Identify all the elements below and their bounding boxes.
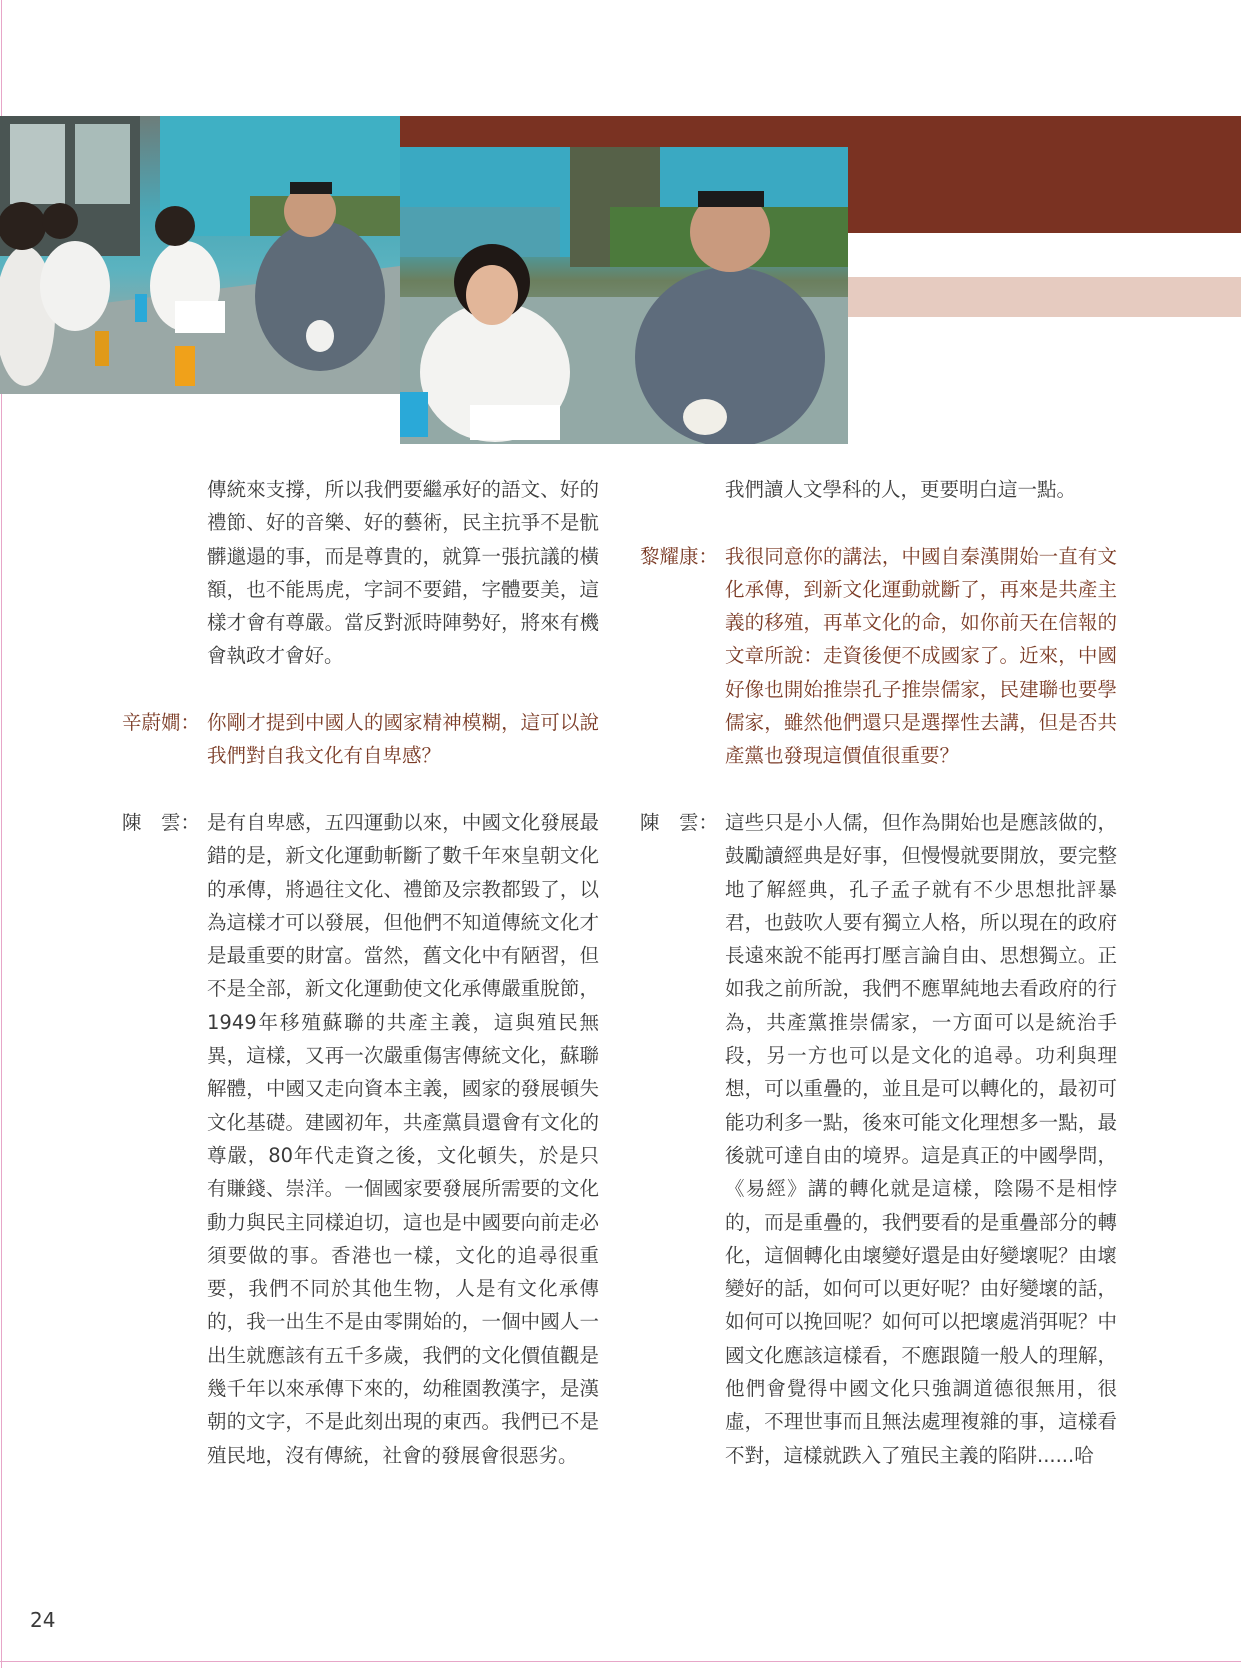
dialogue-text: 傳統來支撐，所以我們要繼承好的語文、好的禮節、好的音樂、好的藝術，民主抗爭不是骯髒邋遢的事，而是尊貴的，就算一張抗議的橫額，也不能馬虎，字詞不要錯，字體要美，這樣才會有尊嚴。當反對派時陣勢好，將來有機會執政才會好。 — [207, 478, 599, 668]
discussion-photo-group — [0, 116, 400, 394]
speaker-name — [122, 473, 207, 673]
dialogue-paragraph — [122, 473, 602, 673]
speaker-name: 陳 雲： — [640, 810, 719, 834]
left-column — [122, 473, 602, 1472]
dialogue-text: 我很同意你的講法，中國自秦漢開始一直有文化承傳，到新文化運動就斷了，再來是共產主義的移殖，再革文化的命，如你前天在信報的文章所說：走資後便不成國家了。近來，中國好像也開始推崇孔子推崇儒家，民建聯也要學儒家，雖然他們還只是選擇性去講，但是否共產黨也發現這價值很重要？ — [725, 544, 1117, 768]
speaker-name: 辛蔚嫺： — [122, 711, 201, 735]
page-edge-bottom — [0, 1661, 1241, 1662]
dialogue-text: 你剛才提到中國人的國家精神模糊，這可以說我們對自我文化有自卑感？ — [207, 711, 599, 768]
page-number: 24 — [30, 1608, 56, 1632]
speaker-name: 陳 雲： — [122, 810, 201, 834]
dialogue-paragraph — [640, 806, 1120, 1472]
dialogue-text: 是有自卑感，五四運動以來，中國文化發展最錯的是，新文化運動斬斷了數千年來皇朝文化的承傳，將過往文化、禮節及宗教都毀了，以為這樣才可以發展，但他們不知道傳統文化才是最重要的財富。當然，舊文化中有陋習，但不是全部，新文化運動使文化承傳嚴重脫節，1949年移殖蘇聯的共產主義，這與殖民無異，這樣，又再一次嚴重傷害傳統文化，蘇聯解體，中國又走向資本主義，國家的發展頓失文化基礎。建國初年，共產黨員還會有文化的尊嚴，80年代走資之後，文化頓失，於是只有賺錢、崇洋。一個國家要發展所需要的文化動力與民主同樣迫切，這也是中國要向前走必須要做的事。香港也一樣，文化的追尋很重要，我們不同於其他生物，人是有文化承傳的，我一出生不是由零開始的，一個中國人一出生就應該有五千多歲，我們的文化價值觀是幾千年以來承傳下來的，幼稚園教漢字，是漢朝的文字，不是此刻出現的東西。我們已不是殖民地，沒有傳統，社會的發展會很惡劣。 — [207, 810, 599, 1467]
dialogue-paragraph — [122, 806, 602, 1472]
speaker-name: 黎耀康： — [640, 544, 719, 568]
dialogue-text: 這些只是小人儒，但作為開始也是應該做的，鼓勵讀經典是好事，但慢慢就要開放，要完整地了解經典，孔子孟子就有不少思想批評暴君，也鼓吹人要有獨立人格，所以現在的政府長遠來說不能再打壓言論自由、思想獨立。正如我之前所說，我們不應單純地去看政府的行為，共產黨推崇儒家，一方面可以是統治手段，另一方也可以是文化的追尋。功利與理想，可以重疊的，並且是可以轉化的，最初可能功利多一點，後來可能文化理想多一點，最後就可達自由的境界。這是真正的中國學問，《易經》講的轉化就是這樣，陰陽不是相悖的，而是重疊的，我們要看的是重疊部分的轉化，這個轉化由壞變好還是由好變壞呢？由壞變好的話，如何可以更好呢？由好變壞的話，如何可以挽回呢？如何可以把壞處消弭呢？中國文化應該這樣看，不應跟隨一般人的理解，他們會覺得中國文化只強調道德很無用，很虛，不理世事而且無法處理複雜的事，這樣看不對，這樣就跌入了殖民主義的陷阱......哈 — [725, 810, 1117, 1467]
dialogue-paragraph — [122, 706, 602, 773]
dialogue-paragraph — [640, 473, 1120, 506]
right-column — [640, 473, 1120, 1472]
photo-speaker-illustration — [400, 147, 848, 444]
photo-group-illustration — [0, 116, 400, 394]
discussion-photo-speaker — [400, 147, 848, 444]
header-band-pink — [848, 277, 1241, 317]
dialogue-text: 我們讀人文學科的人，更要明白這一點。 — [725, 478, 1077, 501]
dialogue-paragraph — [640, 540, 1120, 773]
speaker-name — [640, 473, 725, 506]
